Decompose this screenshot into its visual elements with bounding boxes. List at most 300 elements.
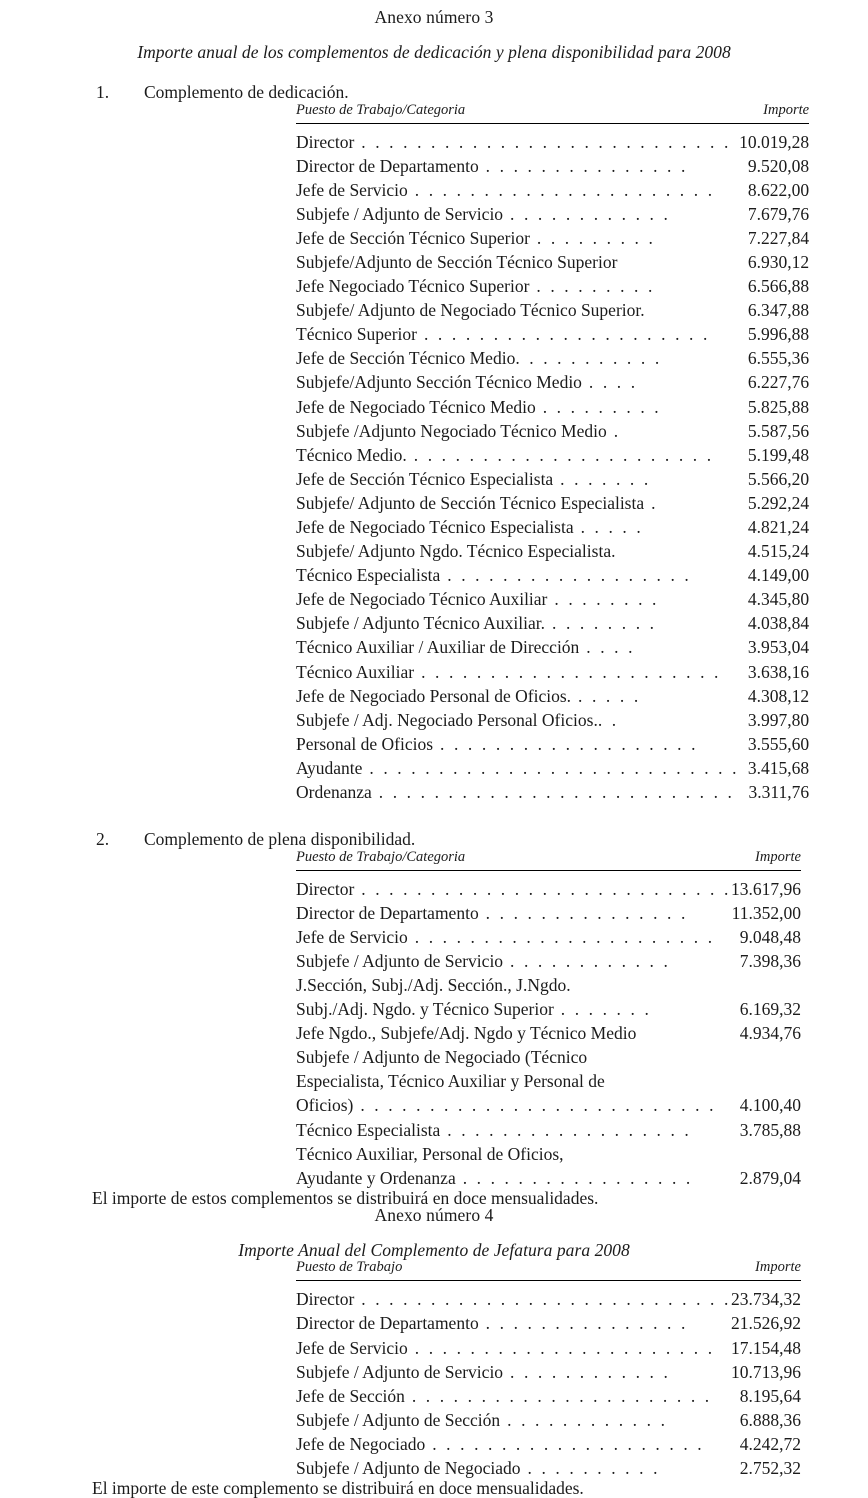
amount-value: 4.308,12 [747, 685, 810, 706]
section-1-heading [0, 61, 868, 102]
row-amount [739, 395, 809, 419]
table-row [296, 780, 809, 804]
row-amount [731, 1045, 801, 1117]
anexo-4-section [0, 1207, 868, 1497]
row-label [296, 973, 731, 1021]
table-row [296, 901, 801, 925]
row-label-text: Técnico Medio. [296, 444, 407, 465]
row-amount [739, 611, 809, 635]
dot-leader: . [606, 420, 621, 441]
row-amount [739, 635, 809, 659]
row-label [296, 1311, 731, 1335]
row-amount [739, 443, 809, 467]
amount-value: 4.821,24 [747, 517, 810, 537]
row-amount [739, 467, 809, 491]
table-complemento-dedicacion [296, 102, 809, 805]
row-amount [731, 1408, 801, 1432]
table-row [296, 1118, 801, 1142]
amount-value: 5.292,24 [747, 492, 810, 513]
dot-leader: . . . . . . . . . . . . . . . . . [455, 1167, 693, 1188]
table-row [296, 274, 809, 298]
row-amount [739, 756, 809, 780]
amount-value: 3.953,04 [747, 637, 810, 658]
anexo-3-note: El importe de estos complementos se distribuirá en doce mensualidades. [92, 1187, 599, 1208]
anexo-3-title: Anexo número 3 [374, 7, 494, 27]
row-label [296, 708, 739, 732]
dot-leader: . . . . . . . . [545, 613, 657, 634]
amount-value: 4.345,80 [747, 589, 810, 610]
dot-leader: . . . . . . . . [547, 589, 659, 610]
dot-leader: . . . . . . . . . . . . . . . . . . . . [425, 1433, 705, 1454]
row-label [296, 419, 739, 443]
row-amount [739, 123, 809, 154]
row-amount [731, 1281, 801, 1312]
amount-value: 3.311,76 [748, 782, 810, 803]
dot-leader: . [611, 541, 619, 562]
amount-value: 13.617,96 [730, 878, 801, 899]
row-label-line: Subjefe / Adjunto de Negociado (Técnico [296, 1047, 588, 1068]
row-amount [739, 419, 809, 443]
row-amount [731, 949, 801, 973]
row-label [296, 491, 739, 515]
row-label [296, 250, 739, 274]
table-row [296, 563, 809, 587]
row-label-text: Director de Departamento [296, 1313, 479, 1334]
column-header-importe: Importe [731, 849, 801, 871]
table-row [296, 1021, 801, 1045]
dot-leader: . . . . . . . . . . . . . . . . . . . [433, 733, 699, 754]
row-label [296, 684, 739, 708]
dot-leader: . . . . . . . . . . . . . . . . . . [440, 1119, 692, 1140]
dot-leader: . [644, 492, 659, 513]
dot-leader: . . . . . [573, 517, 644, 537]
row-label-text: Subjefe/Adjunto de Sección Técnico Superior [296, 251, 618, 272]
row-amount [739, 370, 809, 394]
table-row [296, 635, 809, 659]
row-label-text: Subjefe/Adjunto Sección Técnico Medio [296, 372, 582, 393]
table-row [296, 178, 809, 202]
row-amount [731, 1311, 801, 1335]
row-label-text: Subjefe /Adjunto Negociado Técnico Medio [296, 420, 607, 441]
amount-value: 6.347,88 [747, 300, 810, 321]
row-label [296, 1432, 731, 1456]
row-label-text: Técnico Auxiliar [296, 661, 415, 682]
row-amount [739, 154, 809, 178]
row-label-text: Jefe de Negociado Técnico Auxiliar [296, 589, 548, 610]
dot-leader: . . . . . . . . . . . . [503, 950, 671, 971]
amount-value: 6.888,36 [739, 1409, 801, 1430]
row-amount [739, 274, 809, 298]
row-label-text: Jefe de Negociado [296, 1433, 426, 1454]
amount-value: 11.352,00 [731, 902, 801, 923]
row-label [296, 660, 739, 684]
row-amount [731, 1360, 801, 1384]
amount-value: 5.825,88 [747, 396, 810, 417]
dot-leader: . . . . . . . . . . . . . . . . . . . . . . [414, 661, 721, 682]
dot-leader: . . . . . . . . . . . . . . . . . . . . . . . . . . . [354, 131, 731, 152]
row-amount [731, 1456, 801, 1480]
table-row [296, 123, 809, 154]
row-amount [739, 732, 809, 756]
row-label [296, 1118, 731, 1142]
table-row [296, 756, 809, 780]
row-label-text: Subjefe/ Adjunto Ngdo. Técnico Especialista [296, 541, 612, 562]
row-amount [731, 1384, 801, 1408]
table-row [296, 611, 809, 635]
row-label [296, 298, 739, 322]
dot-leader: . . . . . . . . . . . . [503, 203, 671, 224]
amount-value: 3.638,16 [747, 661, 810, 682]
table-row [296, 660, 809, 684]
section-1-label: Complemento de dedicación. [144, 82, 349, 102]
row-amount [739, 491, 809, 515]
row-amount [739, 660, 809, 684]
row-label-text: Subjefe / Adjunto de Servicio [296, 1361, 504, 1382]
table-row [296, 154, 809, 178]
row-label-text: Técnico Especialista [296, 1119, 441, 1140]
row-label [296, 1384, 731, 1408]
table-row [296, 684, 809, 708]
row-label-text: Jefe Ngdo., Subjefe/Adj. Ngdo y Técnico Medio [296, 1023, 637, 1044]
dot-leader: . . . . . . . . . . . . . . . . . . . . . . . . . . . [354, 878, 731, 899]
row-amount [731, 1336, 801, 1360]
row-label [296, 1408, 731, 1432]
dot-leader: . . . . . . . . . . . . . . . . . . . . . . . . . . [371, 782, 735, 803]
row-label-text: Técnico Auxiliar / Auxiliar de Dirección [296, 637, 580, 658]
row-label [296, 443, 739, 467]
amount-value: 5.996,88 [747, 324, 810, 345]
row-label [296, 154, 739, 178]
row-label-text: Oficios) [296, 1095, 354, 1116]
row-label [296, 202, 739, 226]
row-label-text: Ayudante y Ordenanza [296, 1167, 456, 1188]
table-head [296, 849, 801, 871]
table-head [296, 102, 809, 124]
row-label [296, 1360, 731, 1384]
column-header-importe: Importe [731, 1259, 801, 1281]
row-label-text: Subjefe / Adj. Negociado Personal Oficios. [296, 709, 598, 730]
amount-value: 6.169,32 [739, 999, 801, 1020]
amount-value: 3.785,88 [739, 1119, 801, 1140]
row-label-text: Subjefe / Adjunto de Sección [296, 1409, 501, 1430]
table-row [296, 491, 809, 515]
table-row [296, 949, 801, 973]
row-amount [739, 346, 809, 370]
table-row [296, 1336, 801, 1360]
table-row [296, 587, 809, 611]
row-label-line: Técnico Auxiliar, Personal de Oficios, [296, 1143, 564, 1164]
table-row [296, 732, 809, 756]
row-label-text: Subjefe / Adjunto de Servicio [296, 950, 504, 971]
row-amount [739, 226, 809, 250]
amount-value: 4.100,40 [739, 1095, 801, 1116]
row-label [296, 1336, 731, 1360]
anexo-3-subtitle: Importe anual de los complementos de dedicación y plena disponibilidad para 2008 [137, 41, 731, 62]
row-amount [739, 202, 809, 226]
row-label-text: Jefe de Servicio [296, 1337, 408, 1358]
table-row [296, 539, 809, 563]
table-row [296, 515, 809, 539]
column-header-importe: Importe [739, 102, 809, 124]
row-label-text: Jefe de Negociado Personal de Oficios. [296, 685, 572, 706]
row-label-text: Técnico Superior [296, 324, 417, 345]
table-row [296, 370, 809, 394]
table-row [296, 226, 809, 250]
table-row [296, 202, 809, 226]
amount-value: 6.555,36 [747, 348, 810, 369]
amount-value: 4.038,84 [747, 613, 810, 634]
amount-value: 10.019,28 [739, 131, 810, 152]
row-label-text: Director [296, 131, 355, 152]
row-label [296, 949, 731, 973]
row-label-text: Director [296, 878, 355, 899]
row-label-text: Subjefe/ Adjunto de Negociado Técnico Superior. [296, 300, 645, 321]
table-row [296, 1384, 801, 1408]
row-amount [739, 178, 809, 202]
amount-value: 8.195,64 [739, 1385, 801, 1406]
column-header-puesto: Puesto de Trabajo [296, 1259, 731, 1281]
row-label-text: Jefe de Servicio [296, 926, 408, 947]
row-label [296, 123, 739, 154]
amount-value: 5.199,48 [747, 444, 810, 465]
table-body [296, 870, 801, 1190]
row-label [296, 780, 739, 804]
table-row [296, 1432, 801, 1456]
table-row [296, 419, 809, 443]
dot-leader: . . . . . . . . . . . [515, 348, 662, 369]
table-row [296, 346, 809, 370]
dot-leader: . . . . . . . . . . . . . . . . . . . . . . [407, 926, 715, 947]
row-amount [731, 973, 801, 1021]
row-label [296, 870, 731, 901]
row-label-text: Subj./Adj. Ngdo. y Técnico Superior [296, 999, 554, 1020]
row-label-text: Jefe de Negociado Técnico Medio [296, 396, 536, 417]
section-1-number: 1. [96, 82, 110, 102]
amount-value: 5.587,56 [747, 420, 810, 441]
row-label [296, 1456, 731, 1480]
section-2-label: Complemento de plena disponibilidad. [144, 829, 416, 850]
table-header-row [296, 102, 809, 124]
dot-leader: . . . . . . . . . [529, 227, 656, 248]
amount-value: 9.048,48 [739, 926, 801, 947]
amount-value: 21.526,92 [730, 1313, 801, 1334]
row-amount [731, 870, 801, 901]
row-label [296, 563, 739, 587]
amount-value: 4.515,24 [747, 541, 810, 562]
dot-leader: . . . . . . . . . . . . . . . . . . [440, 565, 692, 586]
row-label-text: Jefe de Sección Técnico Especialista [296, 468, 554, 489]
row-label-text: Ayudante [296, 757, 363, 778]
dot-leader: . . . . . . . [553, 999, 652, 1020]
table-row [296, 250, 809, 274]
column-header-puesto: Puesto de Trabajo/Categoria [296, 102, 739, 124]
row-label-text: Subjefe / Adjunto Técnico Auxiliar. [296, 613, 546, 634]
row-label [296, 732, 739, 756]
row-label [296, 756, 739, 780]
anexo-4-title: Anexo número 4 [374, 1205, 494, 1226]
table-row [296, 443, 809, 467]
row-amount [739, 515, 809, 539]
amount-value: 7.398,36 [739, 950, 801, 971]
row-amount [739, 250, 809, 274]
row-label [296, 467, 739, 491]
row-label [296, 226, 739, 250]
dot-leader: . . . . [581, 372, 638, 393]
row-label [296, 346, 739, 370]
dot-leader: . . . . . . . . . [535, 396, 662, 417]
row-label [296, 274, 739, 298]
table-body [296, 123, 809, 804]
dot-leader: . . . . . . . . . . . . . . . [478, 1313, 688, 1334]
row-label-text: Jefe de Sección Técnico Medio [296, 348, 516, 369]
dot-leader: . . . . . . . . . . . . . . . [478, 902, 688, 923]
row-label-text: Técnico Especialista [296, 565, 441, 586]
anexo-4-note: El importe de este complemento se distribuirá en doce mensualidades. [92, 1478, 584, 1498]
table-row [296, 1360, 801, 1384]
row-amount [739, 298, 809, 322]
dot-leader: . . . . . . . . . . . . . . . . . . . . . . [406, 444, 714, 465]
table-row [296, 322, 809, 346]
row-amount [739, 684, 809, 708]
amount-value: 2.879,04 [739, 1167, 801, 1188]
row-amount [739, 587, 809, 611]
section-2-number: 2. [96, 829, 110, 850]
table-row [296, 925, 801, 949]
dot-leader: . . . . . . . . . . . . [500, 1409, 668, 1430]
row-label [296, 370, 739, 394]
dot-leader: . . . . . . . . . . . . . . . [478, 155, 688, 176]
row-label-text: Subjefe / Adjunto de Servicio [296, 203, 504, 224]
row-label [296, 635, 739, 659]
row-amount [731, 1118, 801, 1142]
amount-value: 6.930,12 [747, 251, 810, 272]
amount-value: 6.566,88 [747, 276, 810, 297]
amount-value: 4.149,00 [747, 565, 810, 586]
table-row [296, 1408, 801, 1432]
row-label [296, 901, 731, 925]
amount-value: 3.555,60 [747, 733, 810, 754]
anexo-4-subtitle: Importe Anual del Complemento de Jefatura para 2008 [238, 1239, 630, 1260]
row-label [296, 1142, 731, 1190]
row-amount [731, 901, 801, 925]
row-label-text: Director de Departamento [296, 902, 479, 923]
dot-leader: . . . . . . . [553, 468, 651, 489]
row-amount [731, 1021, 801, 1045]
dot-leader: . . . . . . . . . . . . . . . . . . . . . . [407, 179, 715, 200]
table-row [296, 1281, 801, 1312]
table-row [296, 973, 801, 1021]
amount-value: 17.154,48 [730, 1337, 801, 1358]
amount-value: 4.934,76 [739, 1023, 801, 1044]
amount-value: 3.997,80 [747, 709, 810, 730]
table-row [296, 870, 801, 901]
amount-value: 2.752,32 [739, 1458, 801, 1478]
row-label-text: Director [296, 1289, 355, 1310]
table-row [296, 708, 809, 732]
row-label-text: Subjefe / Adjunto de Negociado [296, 1458, 521, 1478]
amount-value: 9.520,08 [747, 155, 810, 176]
table-header-row [296, 1259, 801, 1281]
row-label-line: J.Sección, Subj./Adj. Sección., J.Ngdo. [296, 975, 571, 995]
row-label-text: Personal de Oficios [296, 733, 434, 754]
row-label [296, 1281, 731, 1312]
amount-value: 6.227,76 [747, 372, 810, 393]
amount-value: 3.415,68 [747, 757, 810, 778]
dot-leader: . . . . [579, 637, 636, 658]
row-label [296, 587, 739, 611]
row-label [296, 611, 739, 635]
row-label-line: Especialista, Técnico Auxiliar y Personal de [296, 1071, 605, 1092]
row-label-text: Jefe de Servicio [296, 179, 408, 200]
row-label-text: Ordenanza [296, 782, 372, 803]
table-row [296, 1311, 801, 1335]
row-label-text: Director de Departamento [296, 155, 479, 176]
row-label [296, 539, 739, 563]
dot-leader: . . . . . . . . . . . . . . . . . . . . . [417, 324, 710, 345]
amount-value: 4.242,72 [739, 1433, 801, 1454]
table-header-row [296, 849, 801, 871]
table-row [296, 467, 809, 491]
table-row [296, 395, 809, 419]
amount-value: 5.566,20 [747, 468, 810, 489]
row-label [296, 395, 739, 419]
dot-leader: . . . . . . . . . . . . . . . . . . . . . . [404, 1385, 712, 1406]
row-label [296, 178, 739, 202]
row-label [296, 322, 739, 346]
table-head [296, 1259, 801, 1281]
row-label [296, 925, 731, 949]
dot-leader: . . . . . . . . . . . . . . . . . . . . . . . . . . [353, 1095, 717, 1116]
dot-leader: . . [597, 709, 619, 730]
row-amount [731, 925, 801, 949]
dot-leader: . . . . . . . . . [529, 276, 655, 297]
amount-value: 7.679,76 [747, 203, 810, 224]
table-complemento-jefatura [296, 1259, 801, 1480]
row-label-text: Jefe de Sección Técnico Superior [296, 227, 530, 248]
dot-leader: . . . . . . . . . . . . [503, 1361, 671, 1382]
row-amount [739, 539, 809, 563]
row-amount [731, 1142, 801, 1190]
column-header-puesto: Puesto de Trabajo/Categoria [296, 849, 731, 871]
dot-leader: . . . . . . . . . . . . . . . . . . . . . . [407, 1337, 715, 1358]
amount-value: 8.622,00 [747, 179, 810, 200]
row-label [296, 1045, 731, 1117]
dot-leader: . . . . . [571, 685, 641, 706]
table-row [296, 298, 809, 322]
amount-value: 10.713,96 [730, 1361, 801, 1382]
dot-leader: . . . . . . . . . . . . . . . . . . . . . . . . . . . [354, 1289, 731, 1310]
amount-value: 7.227,84 [747, 227, 810, 248]
row-amount [739, 322, 809, 346]
table-row [296, 1045, 801, 1117]
row-amount [739, 780, 809, 804]
table-row [296, 1142, 801, 1190]
section-2-heading [0, 808, 868, 849]
row-amount [731, 1432, 801, 1456]
table-body [296, 1281, 801, 1480]
row-label-text: Jefe de Sección [296, 1385, 405, 1406]
row-label-text: Subjefe/ Adjunto de Sección Técnico Especialista [296, 492, 645, 513]
table-complemento-plena-disponibilidad [296, 849, 801, 1190]
row-label-text: Jefe de Negociado Técnico Especialista [296, 517, 574, 537]
dot-leader: . . . . . . . . . . [520, 1458, 661, 1478]
row-amount [739, 563, 809, 587]
amount-value: 23.734,32 [730, 1289, 801, 1310]
dot-leader: . . . . . . . . . . . . . . . . . . . . . . . . . . . [362, 757, 740, 778]
row-label [296, 1021, 731, 1045]
table-row [296, 1456, 801, 1480]
row-amount [739, 708, 809, 732]
